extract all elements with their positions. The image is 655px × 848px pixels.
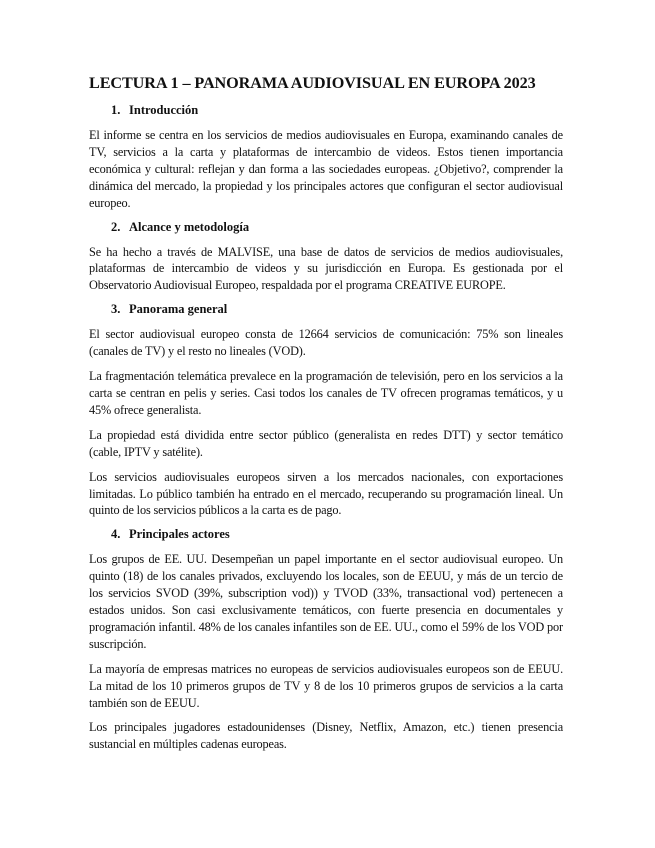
section-introduccion: [89, 103, 563, 212]
paragraph: El sector audiovisual europeo consta de 12664 servicios de comunicación: 75% son lineales (canales de TV) y el resto no lineales (VOD).: [89, 327, 563, 359]
section-number: 3.: [111, 302, 121, 317]
paragraph: La mayoría de empresas matrices no europeas de servicios audiovisuales europeos son de EEUU. La mitad de los 10 primeros grupos de TV y 8 de los 10 primeros grupos de servicios a la carta también son de EEUU.: [89, 661, 563, 710]
paragraph: Se ha hecho a través de MALVISE, una base de datos de servicios de medios audiovisuales, plataformas de intercambio de videos y su jurisdicción en Europa. Es gestionada por el Observatorio Audiovisual Europeo, respaldada por el programa CREATIVE EUROPE.: [89, 244, 563, 293]
document-page: [89, 74, 563, 761]
section-number: 1.: [111, 103, 121, 117]
section-heading: [111, 527, 563, 542]
section-heading: [111, 220, 563, 235]
section-number: 2.: [111, 219, 121, 234]
section-title: Introducción: [129, 103, 199, 117]
section-panorama-general: [89, 302, 563, 519]
paragraph: Los principales jugadores estadounidenses (Disney, Netflix, Amazon, etc.) tienen presencia sustancial en múltiples cadenas europeas.: [89, 720, 563, 752]
section-title: Principales actores: [129, 527, 230, 542]
section-heading: [111, 103, 563, 118]
paragraph: La propiedad está dividida entre sector público (generalista en redes DTT) y sector temático (cable, IPTV y satélite).: [89, 427, 563, 459]
section-number: 4.: [111, 527, 121, 542]
section-title: Alcance y metodología: [129, 219, 250, 234]
paragraph: El informe se centra en los servicios de medios audiovisuales en Europa, examinando canales de TV, servicios a la carta y plataformas de intercambio de videos. Estos tienen importancia económica y cultural: reflejan y dan forma a las sociedades europeas. ¿Objetivo?, comprender la dinámica del mercado, la propiedad y los principales actores que configuran el sector audiovisual europeo.: [89, 128, 563, 210]
section-principales-actores: [89, 527, 563, 753]
paragraph: La fragmentación telemática prevalece en la programación de televisión, pero en los servicios a la carta se centran en pelis y series. Casi todos los canales de TV ofrecen programas temáticos, y u 45% ofrece generalista.: [89, 369, 563, 417]
paragraph: Los servicios audiovisuales europeos sirven a los mercados nacionales, con exportaciones limitadas. Lo público también ha entrado en el mercado, recuperando su programación lineal. Un quinto de los servicios públicos a la carta es de pago.: [89, 469, 563, 518]
document-title: LECTURA 1 – PANORAMA AUDIOVISUAL EN EUROPA 2023: [89, 74, 536, 92]
section-heading: [111, 302, 563, 317]
section-alcance-metodologia: [89, 220, 563, 295]
paragraph: Los grupos de EE. UU. Desempeñan un papel importante en el sector audiovisual europeo. Un quinto (18) de los canales privados, excluyendo los locales, son de EEUU, y más de un tercio de los servicios SVOD (39%, subscription vod)) y TVOD (33%, transactional vod) pertenecen a estados unidos. Son casi exclusivamente temáticos, con fuerte presencia en documentales y programación infantil. 48% de los canales infantiles son de EE. UU., como el 59% de los VOD por suscripción.: [89, 552, 563, 651]
section-title: Panorama general: [129, 302, 228, 317]
